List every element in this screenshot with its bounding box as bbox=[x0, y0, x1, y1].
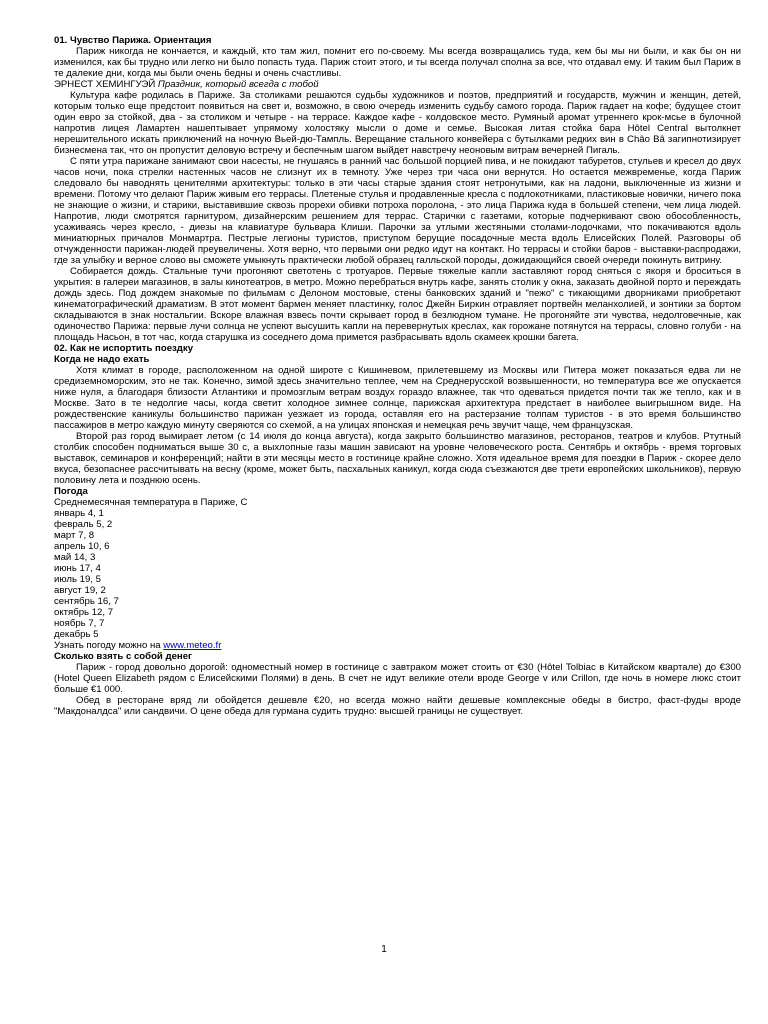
weather-row-may: май 14, 3 bbox=[54, 552, 96, 563]
weather-row-nov: ноябрь 7, 7 bbox=[54, 618, 105, 629]
section-2-paragraph-2: Второй раз город вымирает летом (с 14 июля до конца августа), когда закрыто большинство магазинов, ресторанов, театров и клубов. Ртутный столбик способен подниматься выше 30 с, а выхлопные газы машин зависают на уровне человеческого роста. Сентябрь и октябрь - время торговых выставок, семинаров и конференций; найти в эти месяцы место в гостинице крайне сложно. Хотя идеальное время для поездки в Париж - скорее дело вкуса, безопаснее рассчитывать на весну (кроме, может быть, пасхальных каникул, когда сюда съезжаются две трети европейских школьников), первую половину лета и позднюю осень. bbox=[54, 431, 741, 486]
section-1-paragraph-2: С пяти утра парижане занимают свои насесты, не гнушаясь в ранний час большой порцией пива, и не покидают табуретов, стульев и кресел до двух часов ночи, пока стрелки настенных часов не слизнут их в темноту. Уже через три часа они вернутся. Но остается межвременье, когда Париж следовало бы наводнять ценителями архитектуры: только в эти часы старые здания стоят нетронутыми, как на ладони, выключенные из жизни и времени. Потому что делают Париж живым его террасы. Плетеные стулья и продавленные кресла с подлокотниками, пластиковые новички, ничего пока не знающие о жизни, и старики, выставившие сквозь прорехи обивки потроха поролона, - это лица Парижа куда в большей степени, чем лица людей. Напротив, люди смотрятся гарнитуром, дизайнерским решением для террас. Старички с газетами, которые подчеркивают свою обособленность, усаживаясь через кресло, - диезы на клавиатуре бульвара Клиши. Парочки за утлыми жестяными столами-лодочками, что покачиваются вдоль миниатюрных причалов Монмартра. Пестрые легионы туристов, приступом берущие посадочные места вдоль Елисейских Полей. Разговоры об отчужденности парижан-людей преувеличены. Хотя верно, что первыми они редко идут на контакт. Но террасы и стойки баров - выставки-распродажи, где за улыбку и верное слово вы сможете умыкнуть практически любой образец галльской породы, дожидающийся своей очереди покинуть витрину. bbox=[54, 156, 741, 266]
weather-row-oct: октябрь 12, 7 bbox=[54, 607, 114, 618]
epigraph-attribution bbox=[54, 79, 741, 90]
subheading-weather: Погода bbox=[54, 486, 88, 497]
epigraph-source: Праздник, который всегда с тобой bbox=[157, 79, 319, 90]
weather-row-dec: декабрь 5 bbox=[54, 629, 99, 640]
money-paragraph-1: Париж - город довольно дорогой: одноместный номер в гостинице с завтраком может стоить от €30 (Hôtel Tolbiac в Китайском квартале) до €300 (Hotel Queen Elizabeth рядом с Елисейскими Полями) в день. В счет не идут великие отели вроде George v или Crillon, где ночь в номере люкс стоит больше €1 000. bbox=[54, 662, 741, 695]
section-1-paragraph-3: Собирается дождь. Стальные тучи прогоняют светотень с тротуаров. Первые тяжелые капли заставляют город сняться с якоря и броситься в укрытия: в галереи магазинов, в залы кинотеатров, в метро. Можно перебраться внутрь кафе, занять столик у окна, заказать двойной порто и переждать дождь здесь. Под дождем знакомые по фильмам с Делоном мостовые, стены банковских зданий и "пежо" с тикающими дворниками приобретают кинематографический драматизм. В этот момент бармен меняет пластинку, голос Джейн Биркин отравляет портвейн меланхолией, и зонтики за бортом складываются в знак ностальгии. Вскоре влажная взвесь почти скрывает город в безлюдном тумане. Не прогоняйте эти чувства, недолговечные, как одиночество Парижа: первые лучи солнца не успеют высушить капли на перевернутых креслах, как горожане потянутся на террасы, словно голуби - на площадь Насьон, в тот час, когда старушка из соседнего дома примется разбрасывать вдоль скамеек крошки багета. bbox=[54, 266, 741, 343]
document-body bbox=[54, 35, 741, 717]
section-2-paragraph-1: Хотя климат в городе, расположенном на одной широте с Кишиневом, прилетевшему из Москвы или Питера может показаться едва ли не средиземноморским, это не так. Конечно, зимой здесь значительно теплее, чем на Среднерусской возвышенности, но температура все же опускается ниже нуля, а благодаря близости Атлантики и промозглым ветрам воздух гораздо влажнее, так что одеваться придется почти так же тепло, как и в Москве. Зато в те недолгие часы, когда светит холодное зимнее солнце, парижская архитектура предстает в наиболее выигрышном виде. На рождественские каникулы большинство парижан уезжает из города, оставляя его на растерзание толпам туристов - в это время большинство пассажиров в метро каждую минуту сверяются со схемой, а на улицах японская и немецкая речь звучит чаще, чем французская. bbox=[54, 365, 741, 431]
weather-row-jun: июнь 17, 4 bbox=[54, 563, 101, 574]
section-1-paragraph-1: Культура кафе родилась в Париже. За столиками решаются судьбы художников и поэтов, предприятий и государств, мужчин и женщин, детей, которым только еще предстоит появиться на свет и, возможно, в свою очередь изменить судьбу самого города. Париж гадает на кофе; будущее стоит один евро за стойкой, два - за столиком и четыре - на террасе. Каждое кафе - колдовское место. Румяный аромат утреннего крок-мсье в булочной напротив лицея Ламартен нашептывает упрямому холостяку мысли о доме и семье. Высокая литая стойка бара Hôtel Central вытолкнет нерешительного искать приключений на ночную Вьей-дю-Тампль. Верещание стального конвейера с бутылками редких вин в Châo Bâ загипнотизирует бизнесмена так, что он пропустит деловую встречу и беспечным шагом выйдет навстречу неоновым витрам вечерней Пигаль. bbox=[54, 90, 741, 156]
weather-row-apr: апрель 10, 6 bbox=[54, 541, 110, 552]
section-1-title: 01. Чувство Парижа. Ориентация bbox=[54, 35, 212, 46]
meteo-link[interactable]: www.meteo.fr bbox=[163, 640, 222, 651]
subheading-money: Сколько взять с собой денег bbox=[54, 651, 193, 662]
weather-row-sep: сентябрь 16, 7 bbox=[54, 596, 119, 607]
weather-row-mar: март 7, 8 bbox=[54, 530, 95, 541]
weather-caption: Среднемесячная температура в Париже, С bbox=[54, 497, 248, 508]
subheading-when-not-to-go: Когда не надо ехать bbox=[54, 354, 150, 365]
weather-list bbox=[54, 508, 741, 640]
money-paragraph-2: Обед в ресторане вряд ли обойдется дешевле €20, но всегда можно найти дешевые комплексные обеды в бистро, фаст-фуды вроде "Макдоналдса" или сандвичи. О цене обеда для гурмана судить трудно: высшей границы не существует. bbox=[54, 695, 741, 717]
weather-row-jan: январь 4, 1 bbox=[54, 508, 104, 519]
section-2-title: 02. Как не испортить поездку bbox=[54, 343, 194, 354]
epigraph: Париж никогда не кончается, и каждый, кто там жил, помнит его по-своему. Мы всегда возвращались туда, кем бы мы ни были, и как бы он ни изменился, как бы трудно или легко ни было попасть туда. Париж стоит этого, и ты всегда получал сполна за все, что отдавал ему. И таким был Париж в те далекие дни, когда мы были очень бедны и очень счастливы. bbox=[54, 46, 741, 79]
weather-row-aug: август 19, 2 bbox=[54, 585, 106, 596]
page-number: 1 bbox=[381, 944, 387, 955]
weather-row-jul: июль 19, 5 bbox=[54, 574, 101, 585]
weather-row-feb: февраль 5, 2 bbox=[54, 519, 113, 530]
weather-link-line: Узнать погоду можно на www.meteo.fr bbox=[54, 640, 222, 651]
epigraph-author: ЭРНЕСТ ХЕМИНГУЭЙ bbox=[54, 79, 156, 90]
